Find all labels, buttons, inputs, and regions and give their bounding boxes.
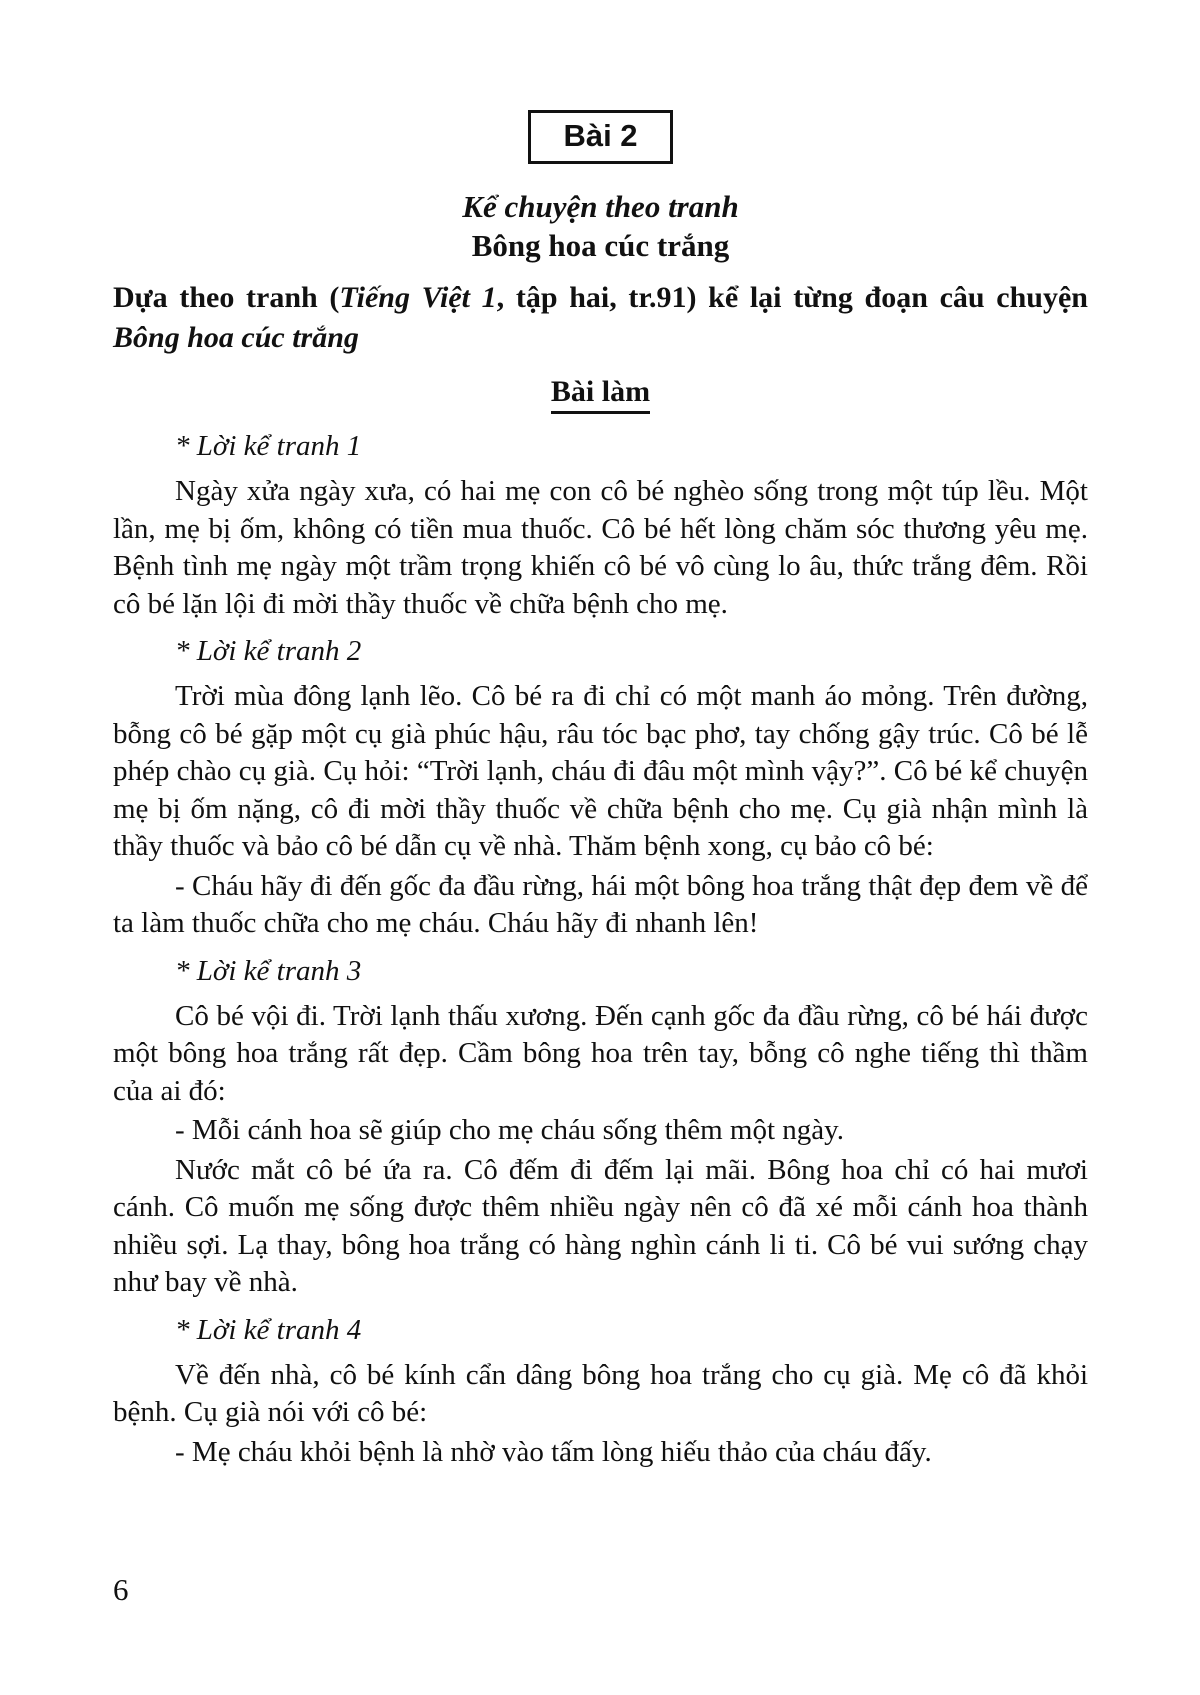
story-paragraph: Ngày xửa ngày xưa, có hai mẹ con cô bé nghèo sống trong một túp lều. Một lần, mẹ bị ốm, không có tiền mua thuốc. Cô bé hết lòng chăm sóc thương yêu mẹ. Bệnh tình mẹ ngày một trầm trọng khiến cô bé vô cùng lo âu, thức trắng đêm. Rồi cô bé lặn lội đi mời thầy thuốc về chữa bệnh cho mẹ. [113,475,1088,620]
story-sections [113,428,1088,1471]
section-label-tranh-1: * Lời kể tranh 1 [175,430,362,462]
book-title-italic: Tiếng Việt 1 [339,281,497,314]
assignment-text [113,278,1088,358]
answer-heading-row [113,374,1088,414]
lesson-badge [528,110,672,164]
section-label-tranh-3: * Lời kể tranh 3 [175,954,362,987]
story-paragraph: Nước mắt cô bé ứa ra. Cô đếm đi đếm lại mãi. Bông hoa chỉ có hai mươi cánh. Cô muốn mẹ sống được thêm nhiều ngày nên cô đã xé mỗi cánh hoa thành nhiều sợi. Lạ thay, bông hoa trắng có hàng nghìn cánh li ti. Cô bé vui sướng chạy như bay về nhà. [113,1153,1088,1298]
story-genre-heading: Kể chuyện theo tranh [462,189,739,224]
story-paragraph: Trời mùa đông lạnh lẽo. Cô bé ra đi chỉ có một manh áo mỏng. Trên đường, bỗng cô bé gặp một cụ già phúc hậu, râu tóc bạc phơ, tay chống gậy trúc. Cô bé lễ phép chào cụ già. Cụ hỏi: “Trời lạnh, cháu đi đâu một mình vậy?”. Cô bé kể chuyện mẹ bị ốm nặng, cô đi mời thầy thuốc về chữa bệnh cho mẹ. Cụ già nhận mình là thầy thuốc và bảo cô bé dẫn cụ về nhà. Thăm bệnh xong, cụ bảo cô bé: [113,680,1088,862]
story-title-heading: Bông hoa cúc trắng [471,228,730,263]
section-label-tranh-4: * Lời kể tranh 4 [175,1313,362,1346]
story-paragraph: Về đến nhà, cô bé kính cẩn dâng bông hoa trắng cho cụ già. Mẹ cô đã khỏi bệnh. Cụ già nói với cô bé: [113,1358,1088,1428]
story-paragraph: - Cháu hãy đi đến gốc đa đầu rừng, hái một bông hoa trắng thật đẹp đem về để ta làm thuốc chữa cho mẹ cháu. Cháu hãy đi nhanh lên! [113,869,1088,939]
assignment-prefix: Dựa theo tranh ( [113,281,340,314]
story-paragraph: - Mẹ cháu khỏi bệnh là nhờ vào tấm lòng hiếu thảo của cháu đấy. [175,1435,932,1468]
answer-heading: Bài làm [551,374,650,414]
story-paragraph: - Mỗi cánh hoa sẽ giúp cho mẹ cháu sống thêm một ngày. [175,1114,844,1146]
story-title-italic: Bông hoa cúc trắng [113,321,359,354]
section-label-tranh-2: * Lời kể tranh 2 [175,635,362,667]
page-number: 6 [113,1572,129,1607]
story-paragraph: Cô bé vội đi. Trời lạnh thấu xương. Đến cạnh gốc đa đầu rừng, cô bé hái được một bông hoa trắng rất đẹp. Cầm bông hoa trên tay, bỗng cô nghe tiếng thì thầm của ai đó: [113,999,1088,1107]
lesson-badge-row [113,110,1088,164]
assignment-middle: , tập hai, tr.91) kể lại từng đoạn câu chuyện [496,281,1088,314]
lesson-badge-label: Bài 2 [563,118,638,153]
